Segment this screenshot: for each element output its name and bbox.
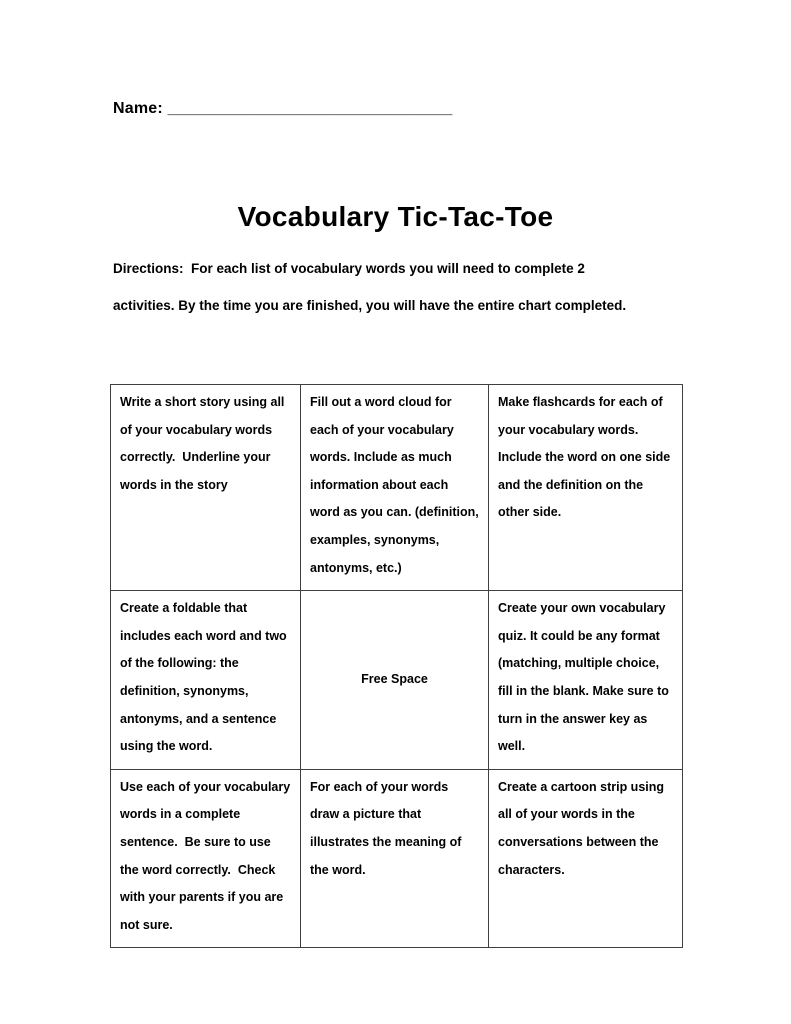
- grid-row-1: [111, 385, 683, 591]
- grid-row-2: [111, 591, 683, 770]
- grid-cell-free-space: Free Space: [301, 591, 489, 770]
- name-label: Name:: [113, 100, 168, 117]
- page-title: Vocabulary Tic-Tac-Toe: [237, 201, 554, 232]
- grid-cell-picture: For each of your words draw a picture that illustrates the meaning of the word.: [301, 769, 489, 948]
- grid-cell-word-cloud: Fill out a word cloud for each of your vocabulary words. Include as much information about each word as you can. (definition, examples, synonyms, antonyms, etc.): [301, 385, 489, 591]
- grid-row-3: [111, 769, 683, 948]
- grid-cell-flashcards: Make flashcards for each of your vocabulary words. Include the word on one side and the definition on the other side.: [489, 385, 683, 591]
- grid-cell-foldable: Create a foldable that includes each word and two of the following: the definition, synonyms, antonyms, and a sentence using the word.: [111, 591, 301, 770]
- grid-cell-quiz: Create your own vocabulary quiz. It could be any format (matching, multiple choice, fill in the blank. Make sure to turn in the answer key as well.: [489, 591, 683, 770]
- directions-line-2: activities. By the time you are finished, you will have the entire chart completed.: [113, 298, 627, 313]
- directions-paragraph: [113, 250, 693, 324]
- tic-tac-toe-grid: [110, 384, 683, 948]
- grid-cell-cartoon-strip: Create a cartoon strip using all of your words in the conversations between the characters.: [489, 769, 683, 948]
- grid-cell-short-story: Write a short story using all of your vocabulary words correctly. Underline your words in the story: [111, 385, 301, 591]
- directions-line-1: Directions: For each list of vocabulary words you will need to complete 2: [113, 261, 585, 276]
- name-blank-line: ________________________________: [167, 100, 453, 117]
- name-field-row: [113, 100, 452, 118]
- grid-cell-sentences: Use each of your vocabulary words in a complete sentence. Be sure to use the word correctly. Check with your parents if you are not sure.: [111, 769, 301, 948]
